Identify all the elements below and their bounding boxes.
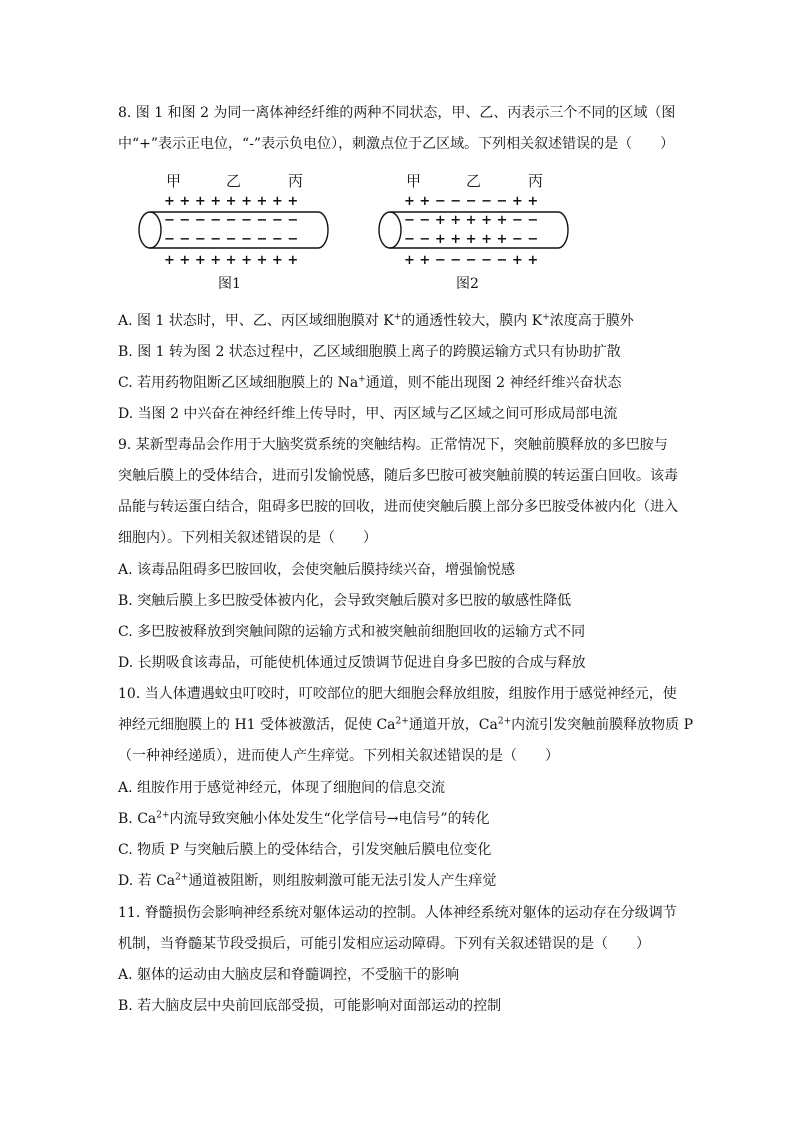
q9-stem-line-2: 突触后膜上的受体结合，进而引发愉悦感，随后多巴胺可被突触前膜的转运蛋白回收。该毒 [118,468,678,484]
q9-option-c: C. 多巴胺被释放到突触间隙的运输方式和被突触前细胞回收的运输方式不同 [118,624,586,640]
fig1-top-outer-charges: + + + + + + + + + [164,194,299,209]
fig2-bottom-outer-charges: + + − − − − − + + [404,253,539,268]
fig2-region-yi: 乙 [466,172,482,190]
fig1-region-bing: 丙 [288,172,304,190]
fig1-caption: 图1 [218,276,241,292]
fig1-region-jia: 甲 [166,172,182,190]
nerve-fiber-figure [118,170,578,300]
fig1-fiber-end [139,212,161,248]
q8-stem-line-2: 中“+”表示正电位，“-”表示负电位），刺激点位于乙区域。下列相关叙述错误的是（ ） [118,136,675,152]
q9-option-d: D. 长期吸食该毒品，可能使机体通过反馈调节促进自身多巴胺的合成与释放 [118,655,586,671]
q8-option-a: A. 图 1 状态时，甲、乙、丙区域细胞膜对 K+的通透性较大，膜内 K+浓度高于膜外 [118,312,634,329]
fig2-region-bing: 丙 [528,172,544,190]
q10-stem-line-2: 神经元细胞膜上的 H1 受体被激活，促使 $Ca^{2+}$通道开放，$Ca^{2+}$内流引发突触前膜释放物质 P [118,716,694,733]
fig2-bottom-inner-charges: − − + + + + + − − [404,232,539,247]
q8-option-c: C. 若用药物阻断乙区域细胞膜上的 Na+通道，则不能出现图 2 神经纤维兴奋状态 [118,374,622,391]
fig1-bottom-outer-charges: + + + + + + + + + [164,253,299,268]
fig2-region-jia: 甲 [406,172,422,190]
q11-option-b: B. 若大脑皮层中央前回底部受损，可能影响对面部运动的控制 [118,998,502,1014]
fig1-bottom-inner-charges: − − − − − − − − − [164,232,299,247]
figure-2 [404,172,543,292]
q11-stem-line-1: 11. 脊髓损伤会影响神经系统对躯体运动的控制。人体神经系统对躯体的运动存在分级调节 [118,905,677,921]
q9-stem-line-1: 9. 某新型毒品会作用于大脑奖赏系统的突触结构。正常情况下，突触前膜释放的多巴胺与 [118,437,668,453]
fig1-top-inner-charges: − − − − − − − − − [164,213,299,228]
q10-stem-line-1: 10. 当人体遭遇蚊虫叮咬时，叮咬部位的肥大细胞会释放组胺，组胺作用于感觉神经元，使 [118,686,677,702]
fig2-top-outer-charges: + + − − − − − + + [404,194,539,209]
fig2-top-inner-charges: − − + + + + + − − [404,213,539,228]
fig2-fiber-end [379,212,401,248]
q9-stem-line-4: 细胞内）。下列相关叙述错误的是（ ） [118,530,377,546]
fig1-region-yi: 乙 [226,172,242,190]
q11-option-a: A. 躯体的运动由大脑皮层和脊髓调控，不受脑干的影响 [118,967,460,983]
fig2-caption: 图2 [456,276,479,292]
q9-option-b: B. 突触后膜上多巴胺受体被内化，会导致突触后膜对多巴胺的敏感性降低 [118,593,572,609]
q11-stem-line-2: 机制，当脊髓某节段受损后，可能引发相应运动障碍。下列有关叙述错误的是（ ） [118,936,650,952]
q8-option-b: B. 图 1 转为图 2 状态过程中，乙区域细胞膜上离子的跨膜运输方式只有协助扩散 [118,344,621,360]
figure-1 [164,172,303,292]
q10-option-b: B. $Ca^{2+}$内流导致突触小体处发生“化学信号→电信号”的转化 [118,810,490,827]
q9-option-a: A. 该毒品阻碍多巴胺回收，会使突触后膜持续兴奋，增强愉悦感 [118,562,516,578]
q10-option-a: A. 组胺作用于感觉神经元，体现了细胞间的信息交流 [118,780,446,796]
q8-option-d: D. 当图 2 中兴奋在神经纤维上传导时，甲、丙区域与乙区域之间可形成局部电流 [118,406,618,422]
q10-stem-line-3: （一种神经递质），进而使人产生痒觉。下列相关叙述错误的是（ ） [118,748,559,764]
q8-stem-line-1: 8. 图 1 和图 2 为同一离体神经纤维的两种不同状态，甲、乙、丙表示三个不同的区域（图 [118,105,676,121]
q10-option-d: D. 若 $Ca^{2+}$通道被阻断，则组胺刺激可能无法引发人产生痒觉 [118,872,497,889]
q10-option-c: C. 物质 P 与突触后膜上的受体结合，引发突触后膜电位变化 [118,842,492,858]
q9-stem-line-3: 品能与转运蛋白结合，阻碍多巴胺的回收，进而使突触后膜上部分多巴胺受体被内化（进入 [118,499,678,515]
